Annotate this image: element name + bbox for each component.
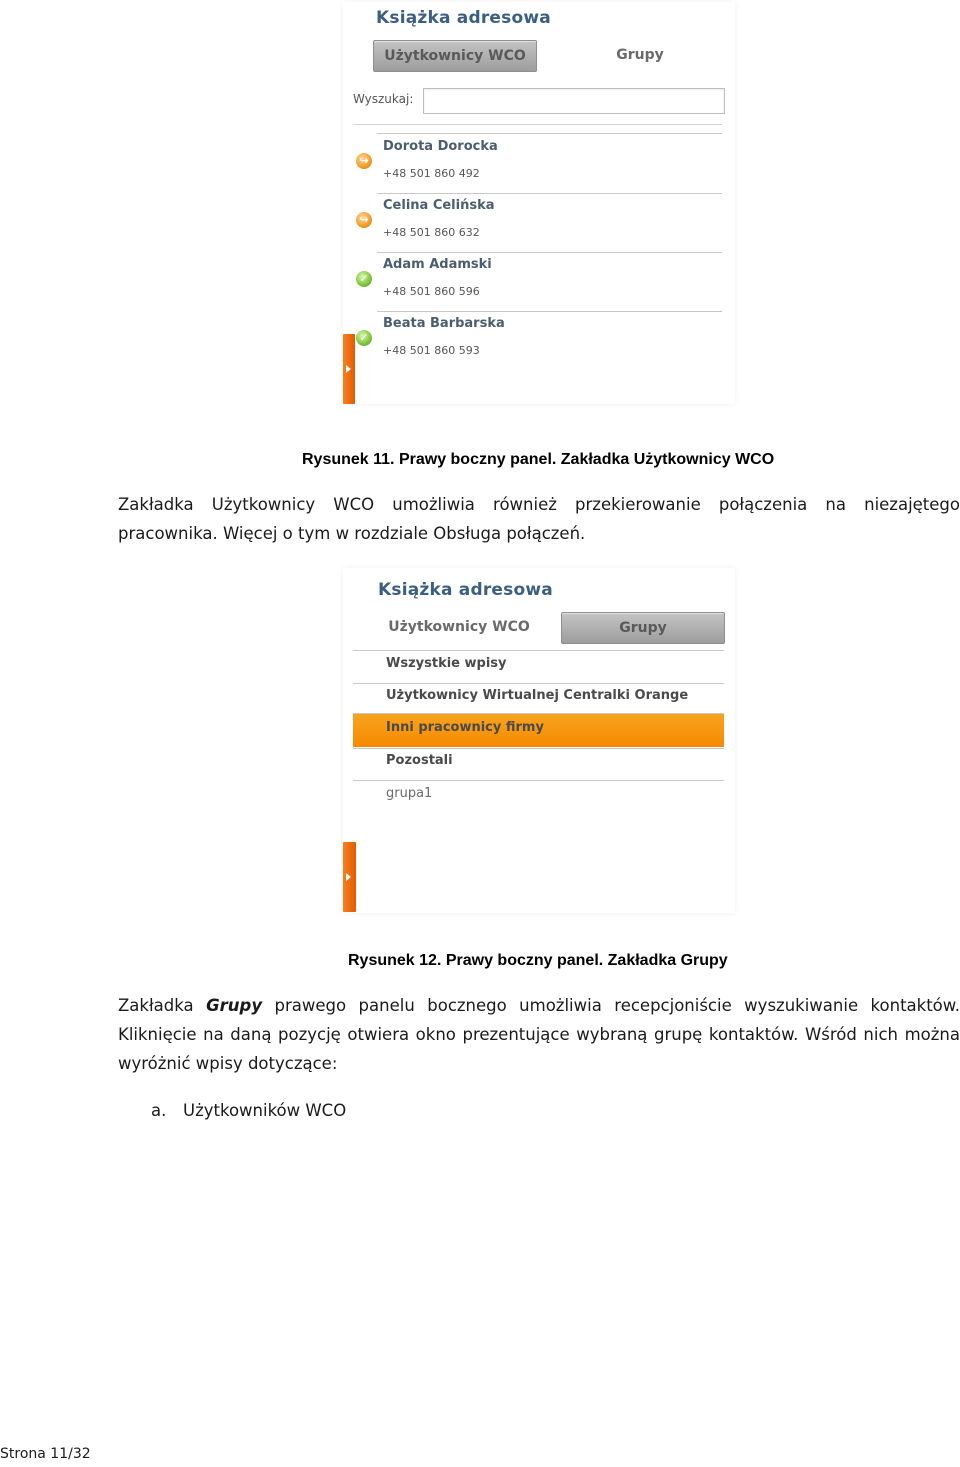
status-available-icon: ✓ xyxy=(356,271,372,287)
status-busy-icon: ↪ xyxy=(356,153,372,169)
paragraph-line: pracownika. Więcej o tym w rozdziale Obsługa połączeń. xyxy=(118,524,586,543)
tab-users-wco[interactable]: Użytkownicy WCO xyxy=(388,619,530,635)
contact-name[interactable]: Dorota Dorocka xyxy=(383,139,498,154)
address-book-panel-users xyxy=(343,2,735,404)
status-available-icon: ✓ xyxy=(356,330,372,346)
arrow-right-icon xyxy=(346,365,351,373)
panel-title: Książka adresowa xyxy=(378,580,553,600)
tab-users-wco[interactable]: Użytkownicy WCO xyxy=(373,40,537,72)
address-book-panel-groups xyxy=(343,568,735,913)
divider xyxy=(353,683,724,684)
divider xyxy=(353,748,724,749)
paragraph-line: Zakładka Użytkownicy WCO umożliwia również przekierowanie połączenia na niezajętego xyxy=(118,495,960,514)
divider xyxy=(353,650,724,651)
contact-phone: +48 501 860 492 xyxy=(383,167,480,180)
paragraph-line xyxy=(118,991,960,1020)
divider xyxy=(377,133,722,134)
paragraph xyxy=(118,991,960,1078)
group-item[interactable]: Użytkownicy Wirtualnej Centralki Orange xyxy=(386,688,689,703)
panel-collapse-handle[interactable] xyxy=(343,842,356,912)
paragraph xyxy=(118,490,960,548)
arrow-right-icon xyxy=(346,873,351,881)
divider xyxy=(377,193,722,194)
contact-phone: +48 501 860 596 xyxy=(383,285,480,298)
contact-name[interactable]: Beata Barbarska xyxy=(383,316,505,331)
group-item-selected[interactable]: Inni pracownicy firmy xyxy=(386,720,544,735)
figure-caption: Rysunek 11. Prawy boczny panel. Zakładka Użytkownicy WCO xyxy=(302,451,775,468)
group-item[interactable]: Pozostali xyxy=(386,753,453,768)
emphasis-tab-name: Grupy xyxy=(206,996,263,1015)
paragraph-line: Kliknięcie na daną pozycję otwiera okno prezentujące wybraną grupę kontaktów. Wśród nich można xyxy=(118,1025,960,1044)
list-item-text: Użytkowników WCO xyxy=(183,1101,347,1120)
paragraph-text: prawego panelu bocznego umożliwia recepcjoniście wyszukiwanie kontaktów. xyxy=(262,996,960,1015)
tab-groups[interactable]: Grupy xyxy=(616,47,664,63)
search-label: Wyszukaj: xyxy=(353,92,414,106)
figure-caption: Rysunek 12. Prawy boczny panel. Zakładka Grupy xyxy=(348,952,728,969)
group-item[interactable]: Wszystkie wpisy xyxy=(386,656,507,671)
panel-collapse-handle[interactable] xyxy=(343,334,355,404)
list-item xyxy=(151,1096,551,1125)
divider xyxy=(377,311,722,312)
status-busy-icon: ↪ xyxy=(356,212,372,228)
list-marker: a. xyxy=(151,1101,167,1120)
search-input[interactable] xyxy=(423,88,725,114)
contact-name[interactable]: Adam Adamski xyxy=(383,257,492,272)
divider xyxy=(353,780,724,781)
page-number: Strona 11/32 xyxy=(0,1446,91,1462)
contact-name[interactable]: Celina Celińska xyxy=(383,198,495,213)
contact-phone: +48 501 860 632 xyxy=(383,226,480,239)
group-item[interactable]: grupa1 xyxy=(386,786,433,801)
panel-title: Książka adresowa xyxy=(376,8,551,28)
tab-groups[interactable]: Grupy xyxy=(561,612,725,644)
contact-phone: +48 501 860 593 xyxy=(383,344,480,357)
paragraph-text: Zakładka xyxy=(118,996,207,1015)
paragraph-line: wyróżnić wpisy dotyczące: xyxy=(118,1054,338,1073)
divider xyxy=(377,252,722,253)
divider xyxy=(353,124,722,125)
